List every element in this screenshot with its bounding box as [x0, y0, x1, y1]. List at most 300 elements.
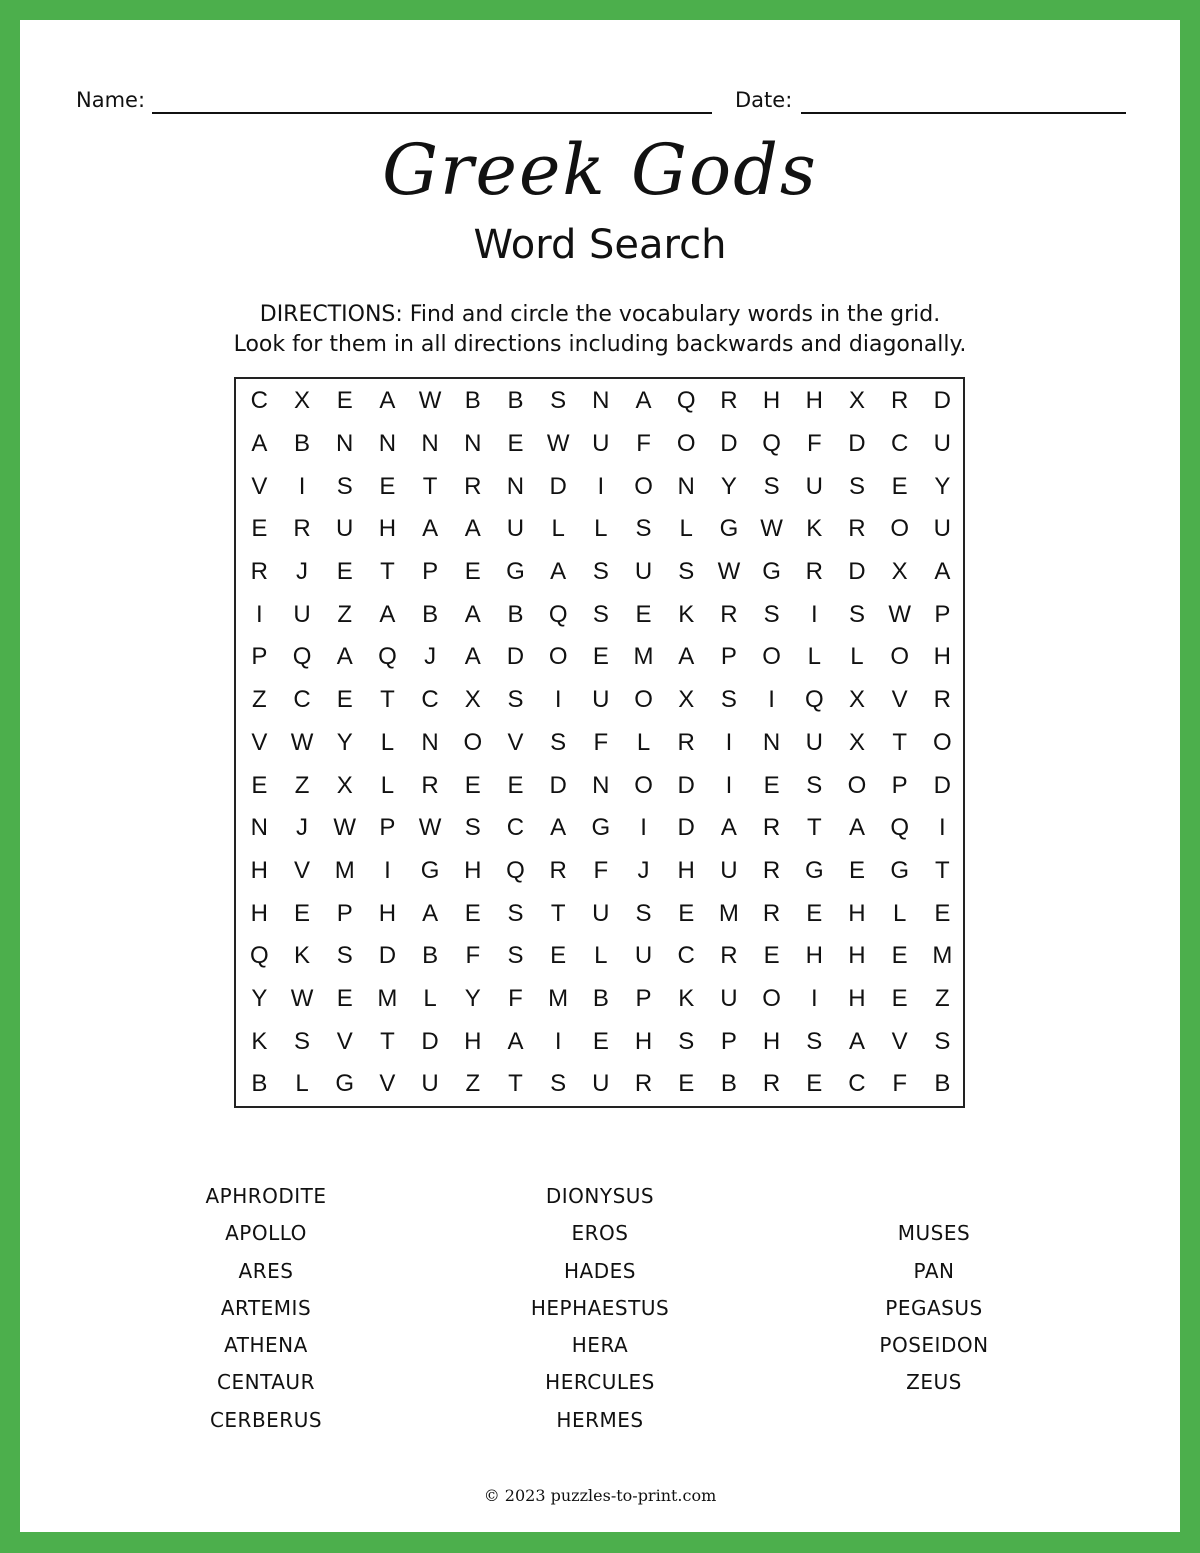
grid-cell[interactable]: E [507, 771, 524, 799]
grid-cell[interactable]: O [890, 643, 909, 671]
grid-cell[interactable]: A [422, 899, 439, 927]
grid-cell[interactable]: O [634, 472, 653, 500]
grid-cell[interactable]: U [933, 515, 952, 543]
grid-cell[interactable]: I [554, 1027, 562, 1055]
grid-cell[interactable]: Q [378, 643, 397, 671]
grid-cell[interactable]: R [720, 942, 738, 970]
grid-cell[interactable]: X [678, 686, 695, 714]
grid-cell[interactable]: P [720, 643, 737, 671]
grid-cell[interactable]: D [933, 771, 952, 799]
grid-cell[interactable]: E [464, 558, 481, 586]
grid-cell[interactable]: D [720, 430, 738, 458]
grid-cell[interactable]: R [677, 728, 695, 756]
grid-cell[interactable]: T [380, 1027, 395, 1055]
grid-cell[interactable]: F [593, 856, 609, 884]
grid-cell[interactable]: I [810, 984, 818, 1012]
word-list-item [804, 1178, 1064, 1215]
worksheet-page [20, 20, 1180, 1532]
grid-cell[interactable]: M [334, 856, 355, 884]
word-list-item: ARTEMIS [220, 1295, 312, 1320]
grid-cell[interactable]: S [720, 686, 737, 714]
grid-cell[interactable]: G [762, 558, 781, 586]
grid-cell[interactable]: N [336, 430, 354, 458]
grid-cell[interactable]: S [592, 600, 609, 628]
grid-cell[interactable]: A [507, 1027, 524, 1055]
grid-cell[interactable]: D [677, 814, 695, 842]
grid-cell[interactable]: G [719, 515, 739, 543]
grid-cell[interactable]: X [848, 686, 865, 714]
grid-cell[interactable]: F [636, 430, 651, 458]
grid-cell[interactable]: B [464, 387, 481, 415]
grid-cell[interactable]: U [720, 856, 738, 884]
grid-cell[interactable]: L [892, 899, 907, 927]
grid-cell[interactable]: A [464, 643, 481, 671]
grid-cell[interactable]: S [507, 942, 524, 970]
grid-cell[interactable]: M [377, 984, 398, 1012]
grid-cell[interactable]: N [677, 472, 695, 500]
grid-cell[interactable]: T [380, 558, 395, 586]
grid-cell[interactable]: J [296, 814, 309, 842]
grid-cell[interactable]: C [890, 430, 909, 458]
grid-cell[interactable]: W [290, 728, 314, 756]
grid-cell[interactable]: L [380, 771, 395, 799]
grid-cell[interactable]: N [592, 387, 610, 415]
grid-cell[interactable]: E [891, 942, 908, 970]
grid-cell[interactable]: A [720, 814, 737, 842]
grid-cell[interactable]: E [294, 899, 311, 927]
grid-cell[interactable]: S [848, 600, 865, 628]
grid-cell[interactable]: U [293, 600, 311, 628]
grid-cell[interactable]: H [762, 1027, 781, 1055]
grid-cell[interactable]: K [678, 984, 695, 1012]
grid-cell[interactable]: A [379, 387, 396, 415]
grid-cell[interactable]: N [421, 430, 439, 458]
grid-cell[interactable]: E [934, 899, 951, 927]
grid-cell[interactable]: D [421, 1027, 439, 1055]
grid-cell[interactable]: C [421, 686, 439, 714]
grid-cell[interactable]: W [888, 600, 911, 628]
grid-cell[interactable]: O [463, 728, 483, 756]
grid-cell[interactable]: T [892, 728, 907, 756]
grid-cell[interactable]: W [333, 814, 357, 842]
grid-cell[interactable]: X [336, 771, 353, 799]
grid-cell[interactable]: U [592, 899, 610, 927]
grid-cell[interactable]: V [507, 728, 524, 756]
grid-cell[interactable]: A [635, 387, 652, 415]
grid-cell[interactable]: C [506, 814, 525, 842]
grid-cell[interactable]: V [379, 1070, 396, 1098]
grid-cell[interactable]: U [336, 515, 354, 543]
grid-cell[interactable]: P [720, 1027, 737, 1055]
grid-cell[interactable]: E [763, 942, 780, 970]
grid-cell[interactable]: L [807, 643, 821, 671]
grid-cell[interactable]: Z [252, 686, 267, 714]
grid-cell[interactable]: G [890, 856, 909, 884]
grid-cell[interactable]: V [294, 856, 311, 884]
grid-cell[interactable]: O [890, 515, 909, 543]
grid-cell[interactable]: U [805, 472, 823, 500]
grid-cell[interactable]: U [592, 1070, 610, 1098]
grid-cell[interactable]: I [939, 814, 946, 842]
grid-cell[interactable]: H [848, 942, 866, 970]
grid-cell[interactable]: A [251, 430, 268, 458]
grid-cell[interactable]: E [806, 1070, 823, 1098]
grid-cell[interactable]: T [806, 814, 822, 842]
grid-cell[interactable]: S [678, 1027, 695, 1055]
grid-cell[interactable]: F [892, 1070, 907, 1098]
grid-cell[interactable]: N [378, 430, 397, 458]
grid-cell[interactable]: H [634, 1027, 653, 1055]
grid-cell[interactable]: R [464, 472, 482, 500]
grid-cell[interactable]: S [678, 558, 695, 586]
grid-cell[interactable]: Q [762, 430, 781, 458]
grid-cell[interactable]: D [933, 387, 952, 415]
grid-cell[interactable]: P [934, 600, 951, 628]
grid-cell[interactable]: T [550, 899, 566, 927]
grid-cell[interactable]: P [422, 558, 439, 586]
grid-cell[interactable]: A [464, 600, 481, 628]
grid-cell[interactable]: Y [934, 472, 951, 500]
grid-cell[interactable]: E [336, 387, 353, 415]
grid-cell[interactable]: I [810, 600, 818, 628]
grid-cell[interactable]: E [251, 771, 268, 799]
grid-cell[interactable]: W [418, 387, 442, 415]
grid-cell[interactable]: R [720, 387, 738, 415]
grid-cell[interactable]: U [634, 558, 653, 586]
grid-cell[interactable]: M [548, 984, 569, 1012]
grid-cell[interactable]: X [464, 686, 481, 714]
grid-cell[interactable]: T [935, 856, 950, 884]
grid-cell[interactable]: R [890, 387, 909, 415]
grid-cell[interactable]: W [717, 558, 741, 586]
grid-cell[interactable]: R [762, 814, 781, 842]
grid-cell[interactable]: Z [294, 771, 310, 799]
grid-cell[interactable]: W [546, 430, 570, 458]
grid-cell[interactable]: A [550, 814, 567, 842]
grid-cell[interactable]: K [806, 515, 823, 543]
grid-cell[interactable]: O [762, 643, 781, 671]
grid-cell[interactable]: S [763, 472, 780, 500]
grid-cell[interactable]: J [637, 856, 650, 884]
grid-cell[interactable]: L [636, 728, 651, 756]
grid-cell[interactable]: M [932, 942, 953, 970]
grid-cell[interactable]: U [506, 515, 525, 543]
grid-cell[interactable]: C [848, 1070, 866, 1098]
grid-cell[interactable]: S [507, 899, 524, 927]
grid-cell[interactable]: R [848, 515, 866, 543]
grid-cell[interactable]: S [550, 387, 567, 415]
grid-cell[interactable]: W [290, 984, 314, 1012]
grid-cell[interactable]: P [891, 771, 908, 799]
grid-cell[interactable]: A [379, 600, 396, 628]
grid-cell[interactable]: B [294, 430, 311, 458]
grid-cell[interactable]: D [848, 558, 866, 586]
grid-cell[interactable]: T [380, 686, 395, 714]
grid-cell[interactable]: N [464, 430, 482, 458]
grid-cell[interactable]: I [640, 814, 647, 842]
grid-cell[interactable]: V [336, 1027, 353, 1055]
grid-cell[interactable]: M [718, 899, 739, 927]
grid-cell[interactable]: C [677, 942, 695, 970]
grid-cell[interactable]: H [805, 942, 823, 970]
grid-cell[interactable]: Y [464, 984, 481, 1012]
grid-cell[interactable]: L [850, 643, 864, 671]
grid-cell[interactable]: Q [548, 600, 568, 628]
grid-cell[interactable]: Q [676, 387, 696, 415]
grid-cell[interactable]: N [592, 771, 610, 799]
grid-cell[interactable]: H [805, 387, 823, 415]
grid-cell[interactable]: K [294, 942, 311, 970]
grid-cell[interactable]: E [592, 643, 609, 671]
grid-cell[interactable]: E [464, 771, 481, 799]
grid-cell[interactable]: B [422, 942, 439, 970]
word-list-item: APHRODITE [205, 1184, 327, 1208]
grid-cell[interactable]: I [256, 600, 263, 628]
grid-cell[interactable]: U [421, 1070, 439, 1098]
grid-cell[interactable]: R [250, 558, 269, 586]
grid-cell[interactable]: S [592, 558, 609, 586]
grid-cell[interactable]: H [378, 899, 397, 927]
grid-cell[interactable]: S [336, 942, 353, 970]
grid-cell[interactable]: Y [251, 984, 268, 1012]
grid-cell[interactable]: E [635, 600, 652, 628]
grid-cell[interactable]: I [725, 728, 733, 756]
grid-cell[interactable]: B [251, 1070, 268, 1098]
grid-cell[interactable]: P [379, 814, 396, 842]
grid-cell[interactable]: L [423, 984, 437, 1012]
grid-cell[interactable]: B [592, 984, 609, 1012]
grid-cell[interactable]: O [548, 643, 568, 671]
grid-cell[interactable]: Q [250, 942, 269, 970]
grid-cell[interactable]: D [378, 942, 397, 970]
grid-cell[interactable]: U [933, 430, 952, 458]
grid-cell[interactable]: A [464, 515, 481, 543]
grid-cell[interactable]: R [762, 1070, 781, 1098]
grid-cell[interactable]: E [848, 856, 865, 884]
grid-cell[interactable]: F [465, 942, 481, 970]
grid-cell[interactable]: X [848, 728, 865, 756]
grid-cell[interactable]: R [805, 558, 823, 586]
grid-cell[interactable]: S [550, 728, 567, 756]
grid-cell[interactable]: B [934, 1070, 951, 1098]
grid-cell[interactable]: D [677, 771, 695, 799]
grid-cell[interactable]: A [848, 1027, 865, 1055]
grid-cell[interactable]: I [384, 856, 391, 884]
grid-cell[interactable]: V [891, 686, 908, 714]
grid-cell[interactable]: D [506, 643, 525, 671]
grid-cell[interactable]: M [633, 643, 654, 671]
grid-cell[interactable]: V [251, 728, 268, 756]
grid-cell[interactable]: P [635, 984, 652, 1012]
grid-cell[interactable]: S [464, 814, 481, 842]
grid-cell[interactable]: Y [720, 472, 737, 500]
grid-cell[interactable]: U [592, 686, 610, 714]
grid-cell[interactable]: D [549, 771, 567, 799]
grid-cell[interactable]: I [298, 472, 306, 500]
grid-cell[interactable]: R [762, 856, 781, 884]
grid-cell[interactable]: B [422, 600, 439, 628]
grid-cell[interactable]: Z [337, 600, 353, 628]
grid-cell[interactable]: V [891, 1027, 908, 1055]
grid-cell[interactable]: S [635, 899, 652, 927]
grid-cell[interactable]: A [422, 515, 439, 543]
grid-cell[interactable]: U [634, 942, 653, 970]
grid-cell[interactable]: E [806, 899, 823, 927]
grid-cell[interactable]: G [335, 1070, 355, 1098]
grid-cell[interactable]: O [676, 430, 696, 458]
grid-cell[interactable]: Z [465, 1070, 481, 1098]
word-list-column-1 [136, 1178, 396, 1439]
grid-cell[interactable]: N [250, 814, 269, 842]
grid-cell[interactable]: X [891, 558, 908, 586]
grid-cell[interactable]: P [336, 899, 353, 927]
grid-cell[interactable]: A [678, 643, 695, 671]
grid-cell[interactable]: R [634, 1070, 653, 1098]
grid-cell[interactable]: N [762, 728, 781, 756]
grid-cell[interactable]: T [508, 1070, 523, 1098]
grid-cell[interactable]: B [720, 1070, 737, 1098]
grid-cell[interactable]: R [421, 771, 439, 799]
grid-cell[interactable]: V [251, 472, 268, 500]
grid-cell[interactable]: S [507, 686, 524, 714]
grid-cell[interactable]: E [464, 899, 481, 927]
grid-cell[interactable]: H [464, 1027, 482, 1055]
grid-cell[interactable]: B [507, 387, 524, 415]
grid-cell[interactable]: N [421, 728, 439, 756]
grid-cell[interactable]: J [424, 643, 437, 671]
grid-cell[interactable]: G [591, 814, 611, 842]
grid-cell[interactable]: F [593, 728, 609, 756]
grid-cell[interactable]: K [678, 600, 695, 628]
grid-cell[interactable]: D [848, 430, 866, 458]
grid-cell[interactable]: A [550, 558, 567, 586]
grid-cell[interactable]: E [379, 472, 396, 500]
grid-cell[interactable]: O [634, 771, 653, 799]
grid-cell[interactable]: L [679, 515, 693, 543]
grid-cell[interactable]: E [251, 515, 268, 543]
grid-cell[interactable]: S [635, 515, 652, 543]
grid-cell[interactable]: H [677, 856, 695, 884]
page-subtitle: Word Search [473, 222, 727, 268]
grid-cell[interactable]: Y [336, 728, 353, 756]
grid-cell[interactable]: S [848, 472, 865, 500]
grid-cell[interactable]: S [806, 1027, 823, 1055]
grid-cell[interactable]: I [554, 686, 562, 714]
grid-cell[interactable]: H [762, 387, 781, 415]
grid-cell[interactable]: K [251, 1027, 268, 1055]
date-label: Date: [735, 88, 793, 112]
grid-cell[interactable]: C [293, 686, 311, 714]
grid-cell[interactable]: G [420, 856, 440, 884]
grid-cell[interactable]: F [508, 984, 523, 1012]
grid-cell[interactable]: G [506, 558, 525, 586]
grid-cell[interactable]: E [678, 1070, 695, 1098]
grid-cell[interactable]: R [762, 899, 781, 927]
grid-cell[interactable]: R [933, 686, 952, 714]
grid-cell[interactable]: O [933, 728, 952, 756]
grid-cell[interactable]: I [768, 686, 775, 714]
grid-cell[interactable]: J [296, 558, 309, 586]
grid-cell[interactable]: S [934, 1027, 951, 1055]
grid-cell[interactable]: E [891, 472, 908, 500]
grid-cell[interactable]: F [806, 430, 822, 458]
grid-cell[interactable]: U [720, 984, 738, 1012]
grid-cell[interactable]: P [251, 643, 268, 671]
grid-cell[interactable]: G [804, 856, 824, 884]
grid-cell[interactable]: S [763, 600, 780, 628]
grid-cell[interactable]: S [294, 1027, 311, 1055]
grid-cell[interactable]: H [933, 643, 952, 671]
grid-cell[interactable]: A [934, 558, 951, 586]
grid-cell[interactable]: A [848, 814, 865, 842]
grid-cell[interactable]: H [250, 899, 269, 927]
word-search-grid [234, 377, 965, 1108]
grid-cell[interactable]: Q [890, 814, 909, 842]
grid-cell[interactable]: E [592, 1027, 609, 1055]
copyright-footer: © 2023 puzzles-to-print.com [483, 1486, 717, 1505]
grid-cell[interactable]: H [378, 515, 397, 543]
grid-cell[interactable]: C [250, 387, 269, 415]
grid-cell[interactable]: I [597, 472, 605, 500]
grid-cell[interactable]: Q [804, 686, 824, 714]
grid-cell[interactable]: T [422, 472, 438, 500]
grid-cell[interactable]: Z [935, 984, 950, 1012]
grid-cell[interactable]: S [336, 472, 353, 500]
grid-cell[interactable]: S [550, 1070, 567, 1098]
grid-cell[interactable]: H [848, 899, 866, 927]
grid-cell[interactable]: O [634, 686, 653, 714]
grid-cell[interactable]: L [380, 728, 395, 756]
grid-cell[interactable]: E [550, 942, 567, 970]
grid-cell[interactable]: L [594, 515, 608, 543]
grid-cell[interactable]: A [336, 643, 353, 671]
grid-cell[interactable]: R [720, 600, 738, 628]
grid-cell[interactable]: S [806, 771, 823, 799]
name-field[interactable] [152, 112, 712, 114]
grid-cell[interactable]: N [506, 472, 525, 500]
grid-cell[interactable]: Q [292, 643, 312, 671]
grid-cell[interactable]: Q [506, 856, 525, 884]
grid-cell[interactable]: W [760, 515, 783, 543]
date-field[interactable] [801, 112, 1126, 114]
grid-cell[interactable]: X [294, 387, 311, 415]
grid-cell[interactable]: E [336, 686, 353, 714]
grid-cell[interactable]: E [336, 558, 353, 586]
grid-cell[interactable]: U [805, 728, 823, 756]
grid-cell[interactable]: L [551, 515, 565, 543]
grid-cell[interactable]: E [678, 899, 695, 927]
grid-cell[interactable]: W [418, 814, 442, 842]
grid-cell[interactable]: E [763, 771, 780, 799]
grid-cell[interactable]: H [464, 856, 482, 884]
grid-cell[interactable]: R [293, 515, 311, 543]
grid-cell[interactable]: H [848, 984, 866, 1012]
grid-cell[interactable]: E [891, 984, 908, 1012]
grid-cell[interactable]: D [549, 472, 567, 500]
grid-cell[interactable]: E [507, 430, 524, 458]
grid-cell[interactable]: I [725, 771, 733, 799]
grid-cell[interactable]: H [250, 856, 269, 884]
grid-cell[interactable]: O [762, 984, 781, 1012]
grid-cell[interactable]: R [549, 856, 567, 884]
grid-cell[interactable]: U [592, 430, 610, 458]
grid-cell[interactable]: X [848, 387, 865, 415]
grid-cell[interactable]: L [594, 942, 608, 970]
grid-cell[interactable]: O [847, 771, 867, 799]
grid-cell[interactable]: B [507, 600, 524, 628]
grid-cell[interactable]: L [295, 1070, 309, 1098]
grid-cell[interactable]: E [336, 984, 353, 1012]
